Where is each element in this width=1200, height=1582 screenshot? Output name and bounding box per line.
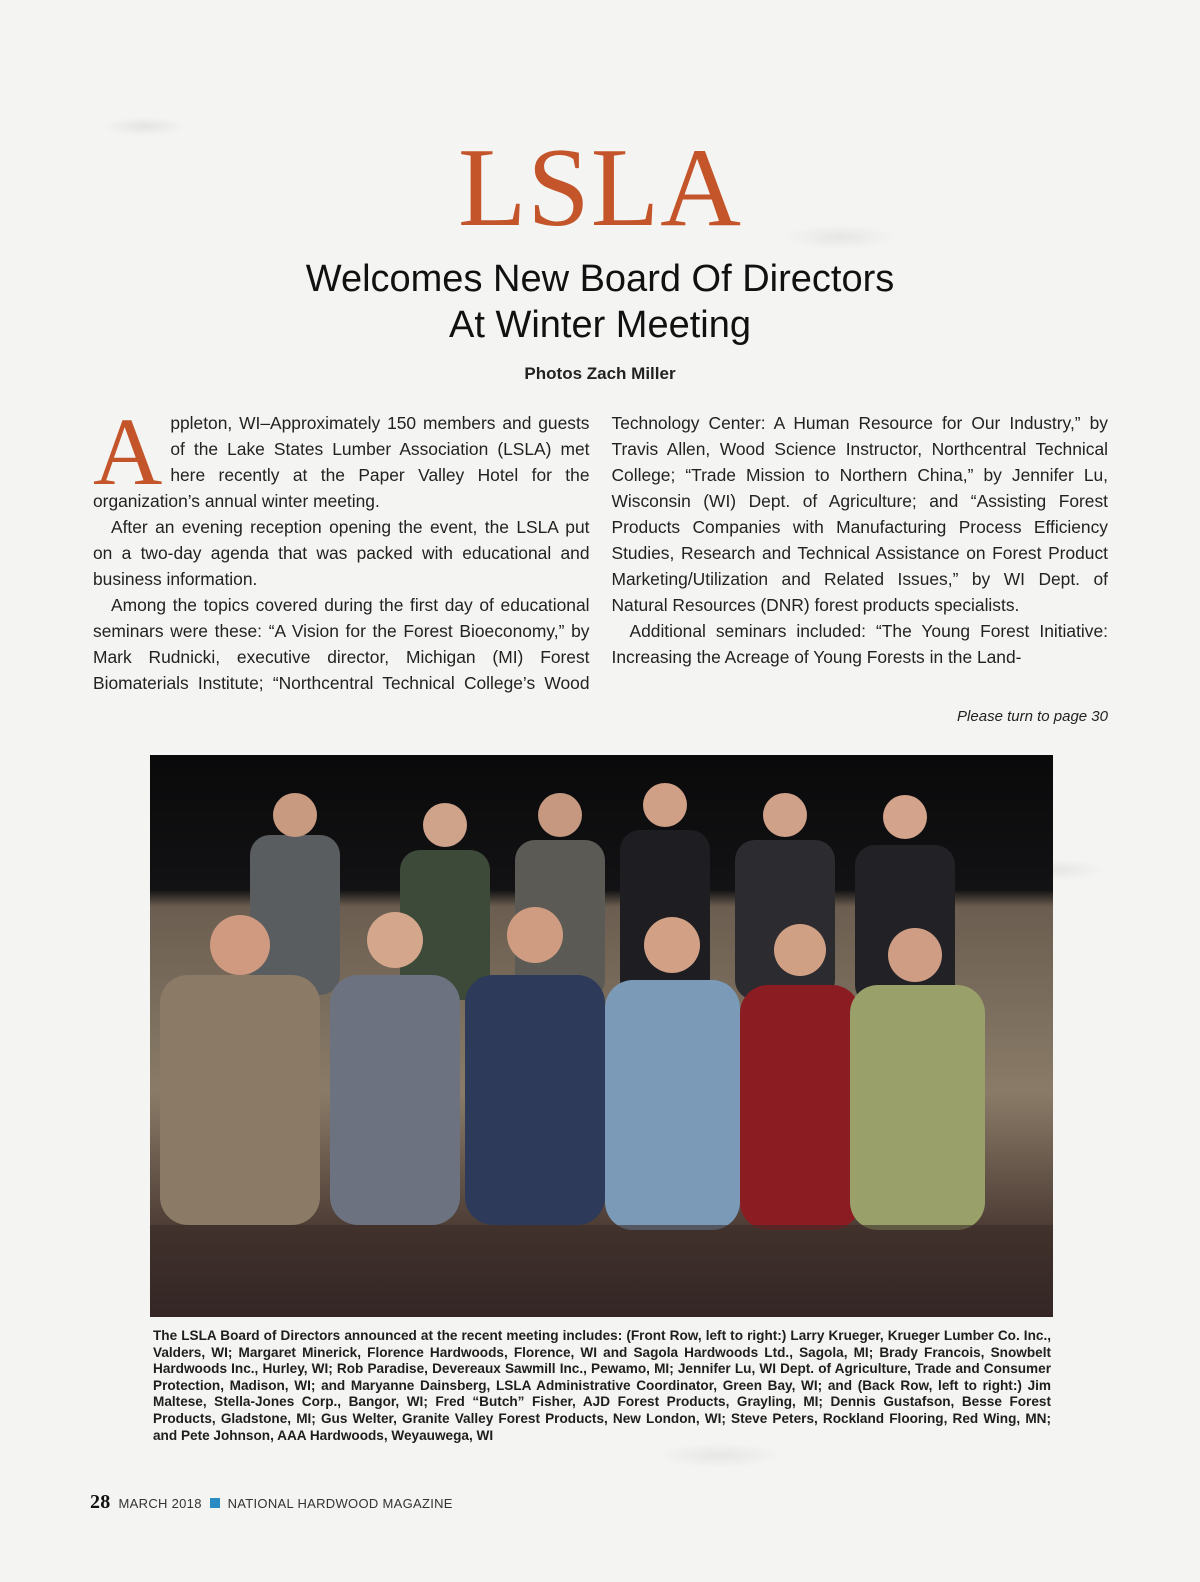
separator-square-icon <box>210 1498 220 1508</box>
article-paragraph-4: Additional seminars included: “The Young Forest Initiative: Increasing the Acreage of Young Forests in the Land- <box>611 621 1108 667</box>
page-footer <box>90 1491 453 1514</box>
group-photo <box>150 755 1053 1317</box>
headline-line-2: At Winter Meeting <box>449 304 751 346</box>
group-photo-illustration <box>150 755 1053 1317</box>
photo-caption: The LSLA Board of Directors announced at the recent meeting includes: (Front Row, left to right:) Larry Krueger, Krueger Lumber Co. Inc., Valders, WI; Margaret Minerick, Florence Hardwoods, Florence, WI and Sagola Hardwoods Ltd., Sagola, MI; Brady Francois, Snowbelt Hardwoods Inc., Hurley, WI; Rob Paradise, Devereaux Sawmill Inc., Pewamo, MI; Jennifer Lu, WI Dept. of Agriculture, Trade and Consumer Protection, Madison, WI; and Maryanne Dainsberg, LSLA Administrative Coordinator, Green Bay, WI; and (Back Row, left to right:) Jim Maltese, Stella-Jones Corp., Bangor, WI; Fred “Butch” Fisher, AJD Forest Products, Grayling, MI; Dennis Gustafson, Besse Forest Products, Gladstone, MI; Gus Welter, Granite Valley Forest Products, New London, WI; Steve Peters, Rockland Flooring, Red Wing, MN; and Pete Johnson, AAA Hardwoods, Weyauwega, WI <box>153 1328 1051 1443</box>
page-number: 28 <box>90 1491 111 1513</box>
paragraph-1-text: ppleton, WI–Approximately 150 members and guests of the Lake States Lumber Association (LSLA) met here recently at the Paper Valley Hotel for the organization’s annual winter meeting. <box>93 413 590 511</box>
article-paragraph-2: After an evening reception opening the event, the LSLA put on a two-day agenda that was packed with educational and business information. <box>93 517 590 589</box>
article-paragraph-3: Among the topics covered during the first day of educational seminars were these: “A Vision for the Forest Bioeconomy,” by Mark Rudnicki, executive director, Michigan (MI) Forest Biomaterials Institute; “Northcentral Technical College’s Wood Technology Center: A Human Resource for Our Industry,” by Travis Allen, Wood Science Instructor, Northcentral Technical College; “Trade Mission to Northern China,” by Jennifer Lu, Wisconsin (WI) Dept. of Agriculture; and “Assisting Forest Products Companies with Manufacturing Process Efficiency Studies, Research and Technical Assistance on Forest Product Marketing/Utilization and Related Issues,” by WI Dept. of Natural Resources (DNR) forest products specialists. <box>93 413 1108 693</box>
article-body <box>93 398 1108 696</box>
page-title: LSLA <box>458 126 742 250</box>
photo-credit: Photos Zach Miller <box>524 364 676 383</box>
headline-line-1: Welcomes New Board Of Directors <box>305 258 895 300</box>
article-paragraph-1 <box>93 398 590 514</box>
issue-date: MARCH 2018 <box>118 1496 202 1511</box>
continued-note: Please turn to page 30 <box>957 708 1108 725</box>
headline <box>0 256 1200 348</box>
drop-cap: A <box>93 398 163 505</box>
publication-name: NATIONAL HARDWOOD MAGAZINE <box>227 1496 453 1511</box>
